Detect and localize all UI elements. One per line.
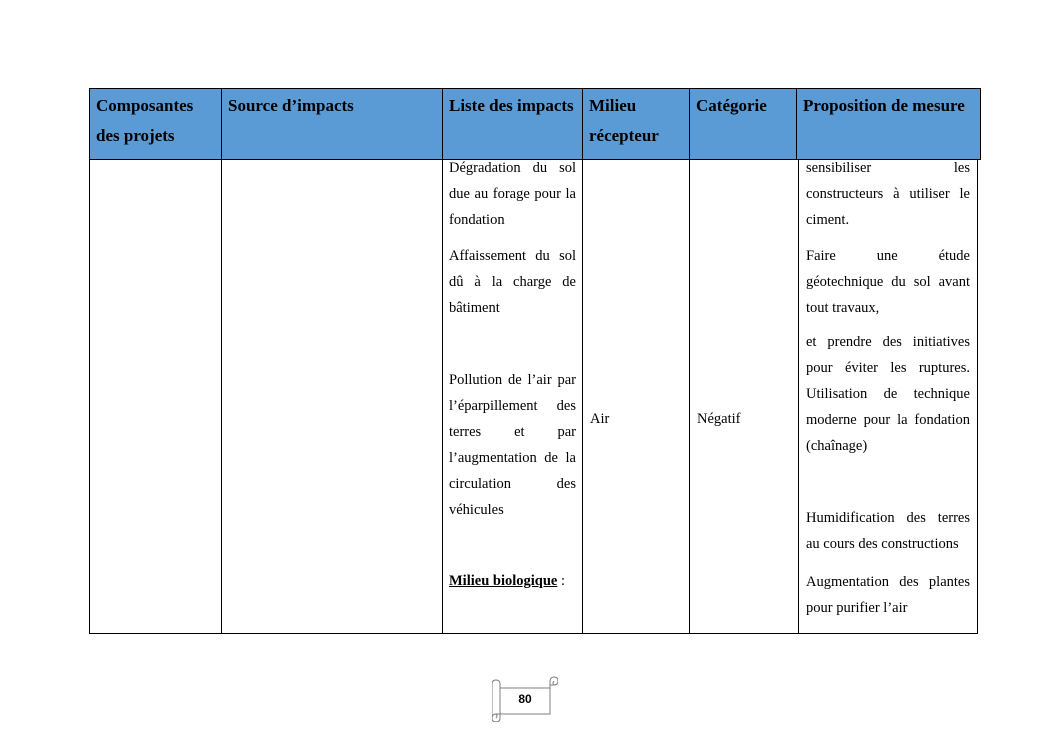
cell-composantes — [89, 160, 222, 634]
header-label: Proposition de mesure — [803, 96, 965, 115]
header-proposition — [796, 88, 981, 160]
mesure-item: Humidification des terres au cours des constructions — [806, 510, 970, 552]
page-number: 80 — [518, 692, 532, 706]
milieu-biologique-suffix: : — [557, 573, 566, 589]
mesure-item: et prendre des initiatives pour éviter les ruptures. Utilisation de technique moderne pour la fondation (chaînage) — [806, 334, 970, 454]
header-categorie — [689, 88, 797, 160]
milieu-biologique-label: Milieu biologique — [449, 573, 558, 589]
cell-liste-impacts — [442, 160, 583, 634]
mesure-item: Augmentation des plantes pour purifier l’air — [806, 574, 970, 616]
categorie-value: Négatif — [697, 411, 741, 427]
header-label: Milieu récepteur — [589, 96, 659, 145]
header-label: Catégorie — [696, 96, 767, 115]
impact-item: Affaissement du sol dû à la charge de bâtiment — [449, 248, 576, 316]
milieu-biologique-heading — [449, 568, 576, 594]
cell-categorie — [689, 160, 799, 634]
impact-item: Pollution de l’air par l’éparpillement des terres et par l’augmentation de la circulation des véhicules — [449, 372, 576, 518]
header-source — [221, 88, 443, 160]
impact-table — [89, 88, 981, 634]
header-label: Composantes des projets — [96, 96, 194, 145]
milieu-value: Air — [590, 411, 610, 427]
header-composantes — [89, 88, 222, 160]
header-label: Source d’impacts — [228, 96, 354, 115]
mesure-item: Faire une étude géotechnique du sol avant tout travaux, — [806, 248, 970, 316]
mesure-item: sensibiliser les constructeurs à utiliser le ciment. — [806, 160, 970, 228]
header-milieu — [582, 88, 690, 160]
impact-item: Dégradation du sol due au forage pour la fondation — [449, 160, 576, 228]
cell-milieu — [582, 160, 690, 634]
cell-source — [221, 160, 443, 634]
page-number-badge — [492, 676, 558, 722]
header-label: Liste des impacts — [449, 96, 574, 115]
cell-proposition — [798, 160, 978, 634]
header-liste-impacts — [442, 88, 583, 160]
